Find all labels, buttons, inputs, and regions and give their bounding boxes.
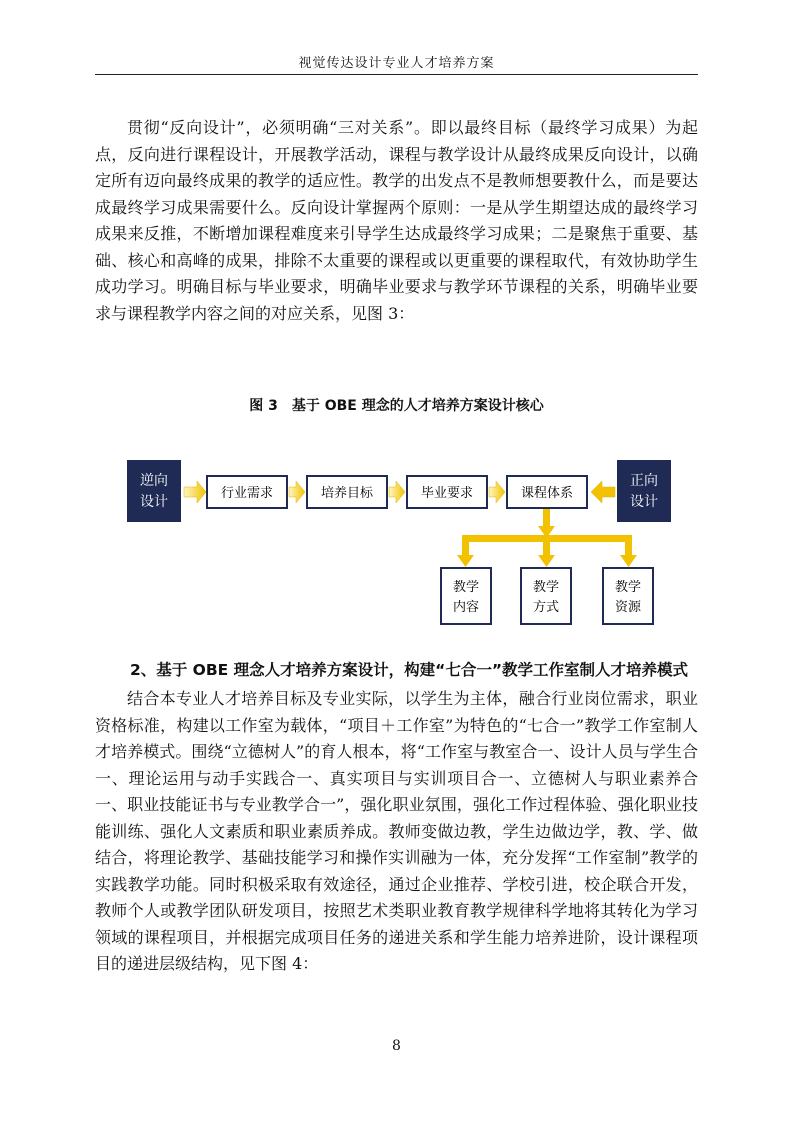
- arrow-right-4: [489, 481, 505, 503]
- arrow-right-2: [289, 481, 305, 503]
- page-number: 8: [392, 1038, 401, 1054]
- teaching-method-line1: 教学: [532, 580, 560, 595]
- teaching-method-line2: 方式: [532, 600, 560, 615]
- teaching-content-line2: 内容: [452, 600, 480, 615]
- arrow-left-forward: [591, 481, 615, 503]
- teaching-resource-line1: 教学: [614, 580, 642, 595]
- paragraph-seven-in-one: 结合本专业人才培养目标及专业实际，以学生为主体，融合行业岗位需求，职业资格标准，构建以工作室为载体，“项目＋工作室”为特色的“七合一”教学工作室制人才培养模式。围绕“立德树人”的育人根本，将“工作室与教室合一、设计人员与学生合一、理论运用与动手实践合一、真实项目与实训项目合一、立德树人与职业素养合一、职业技能证书与专业教学合一”，强化职业氛围，强化工作过程体验、强化职业技能训练、强化人文素质和职业素质养成。教师变做边教，学生边做边学，教、学、做结合，将理论教学、基础技能学习和操作实训融为一体，充分发挥“工作室制”教学的实践教学功能。同时积极采取有效途径，通过企业推荐、学校引进，校企联合开发，教师个人或教学团队研发项目，按照艺术类职业教育教学规律科学地将其转化为学习领域的课程项目，并根据完成项目任务的递进关系和学生能力培养进阶，设计课程项目的递进层级结构，见下图 4：: [95, 689, 698, 973]
- arrow-right-3: [389, 481, 405, 503]
- step-training-goal: [307, 476, 387, 508]
- teaching-resource-box: [603, 568, 653, 624]
- paragraph-reverse-design: 贯彻“反向设计”，必须明确“三对关系”。即以最终目标（最终学习成果）为起点，反向进行课程设计，开展教学活动，课程与教学设计从最终成果反向设计，以确定所有迈向最终成果的教学的适应性。教学的出发点不是教师想要教什么，而是要达成最终学习成果需要什么。反向设计掌握两个原则：一是从学生期望达成的最终学习成果来反推，不断增加课程难度来引导学生达成最终学习成果；二是聚焦于重要、基础、核心和高峰的成果，排除不太重要的课程或以更重要的课程取代，有效协助学生成功学习。明确目标与毕业要求，明确毕业要求与教学环节课程的关系，明确毕业要求与课程教学内容之间的对应关系，见图 3：: [95, 118, 698, 323]
- branch-connector: [457, 509, 637, 567]
- reverse-design-box: [127, 460, 181, 522]
- section-heading: 2、基于 OBE 理念人才培养方案设计，构建“七合一”教学工作室制人才培养模式: [130, 661, 689, 679]
- step-label: 行业需求: [220, 486, 274, 501]
- reverse-design-line1: 逆向: [140, 473, 168, 489]
- teaching-method-box: [521, 568, 571, 624]
- arrow-right-1: [184, 481, 206, 503]
- obe-design-diagram: [0, 440, 793, 640]
- step-curriculum-system: [507, 476, 587, 508]
- figure-caption: 图 3 基于 OBE 理念的人才培养方案设计核心: [249, 398, 544, 414]
- step-label: 毕业要求: [420, 486, 474, 501]
- teaching-content-line1: 教学: [452, 580, 480, 595]
- header-rule: [95, 74, 698, 75]
- teaching-content-box: [441, 568, 491, 624]
- forward-design-box: [617, 460, 671, 522]
- step-graduation-requirement: [407, 476, 487, 508]
- step-label: 培养目标: [320, 486, 374, 501]
- step-industry-demand: [207, 476, 287, 508]
- forward-design-line2: 设计: [630, 494, 658, 510]
- teaching-resource-line2: 资源: [614, 600, 642, 615]
- forward-design-line1: 正向: [630, 473, 658, 489]
- step-label: 课程体系: [520, 486, 574, 501]
- running-header: 视觉传达设计专业人才培养方案: [298, 56, 495, 71]
- reverse-design-line2: 设计: [140, 494, 168, 510]
